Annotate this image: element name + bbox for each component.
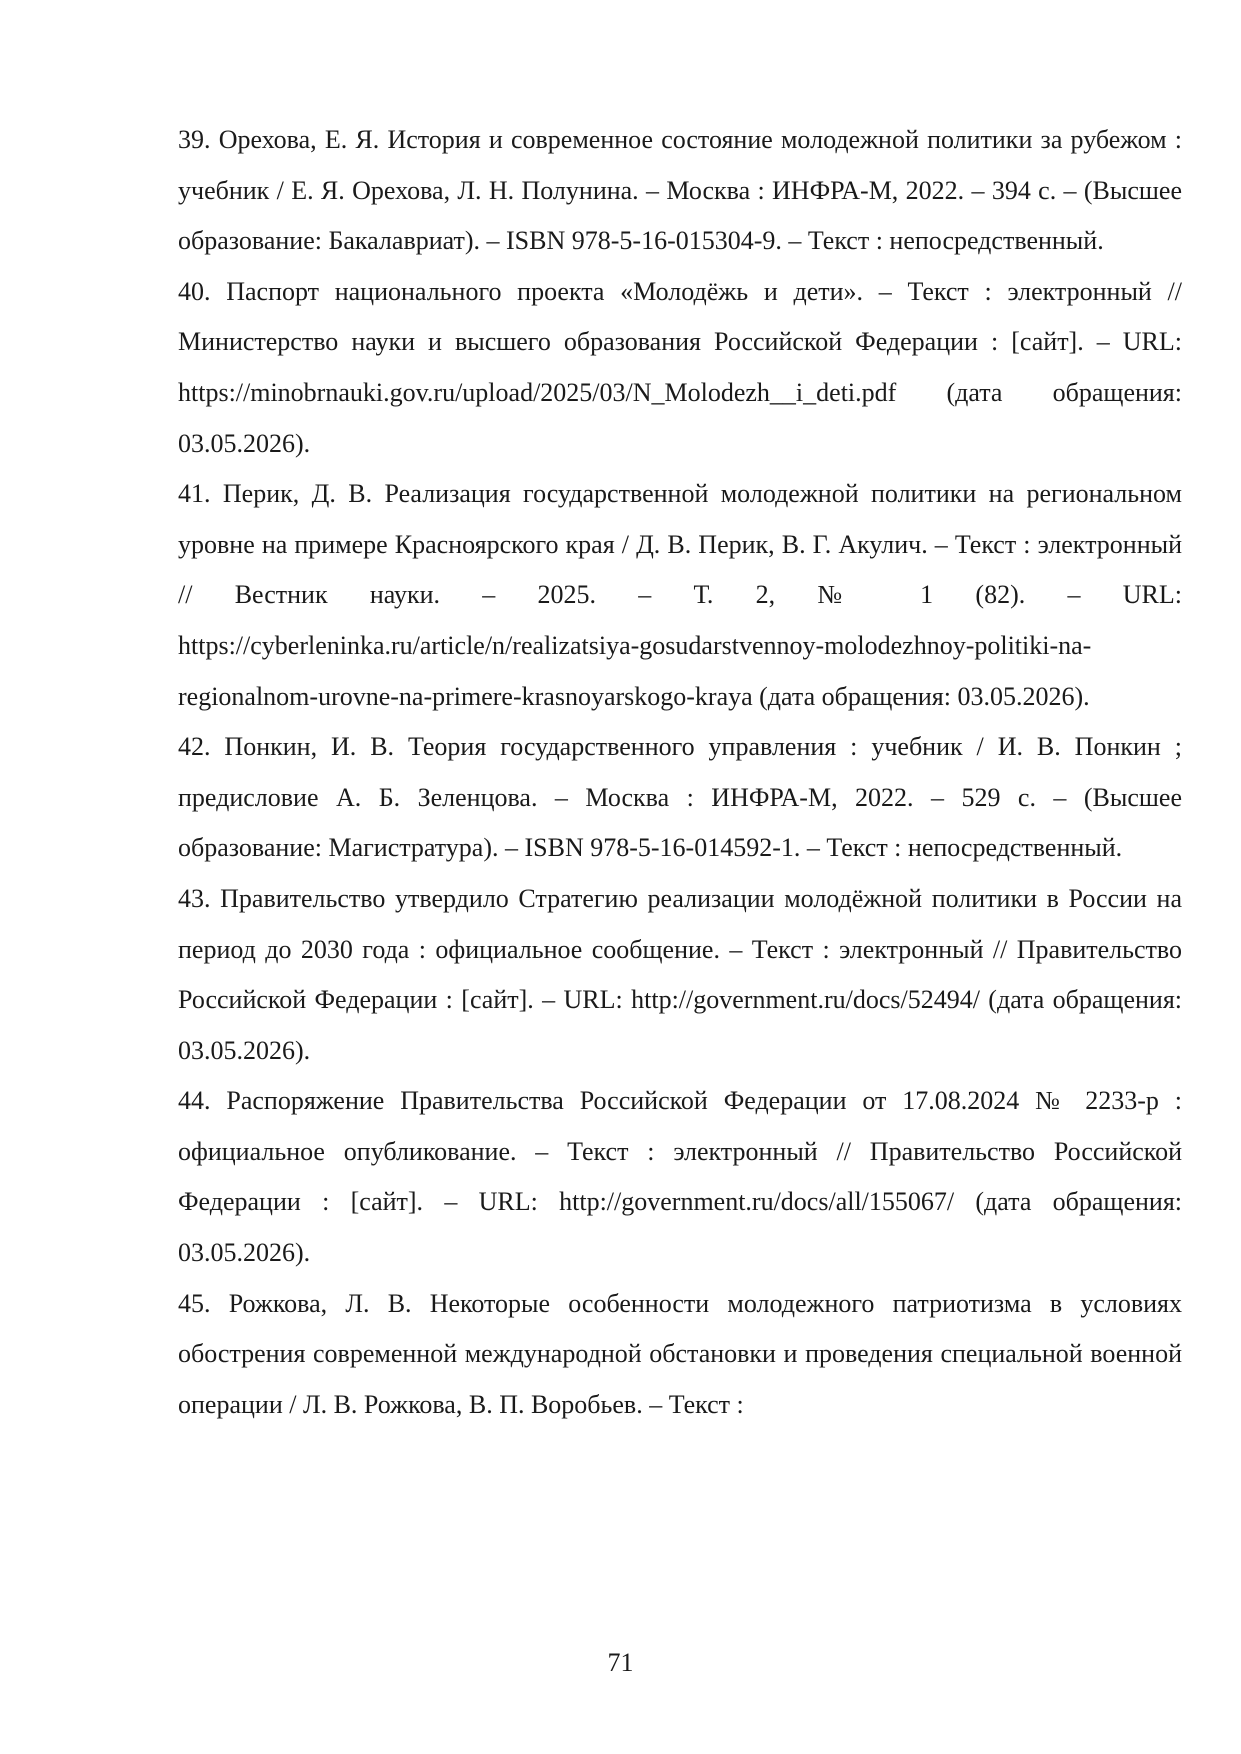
bibliography-entry-42: 42. Понкин, И. В. Теория государственного управления : учебник / И. В. Понкин ; предисловие А. Б. Зеленцова. – Москва : ИНФРА-М, 2022. – 529 с. – (Высшее образование: Магистратура). – ISBN 978-5-16-014592-1. – Текст : непосредственный.: [178, 732, 1182, 863]
bibliography-entry-40: 40. Паспорт национального проекта «Молодёжь и дети». – Текст : электронный // Министерство науки и высшего образования Российской Федерации : [сайт]. – URL: https://minobrnauki.gov.ru/upload/2025/03/N_Molodezh__i_deti.pdf (дата обращения: 03.05.2026).: [178, 276, 1182, 458]
page-number: 71: [607, 1648, 634, 1677]
bibliography-entry-44: 44. Распоряжение Правительства Российской Федерации от 17.08.2024 № 2233-р : официальное опубликование. – Текст : электронный // Правительство Российской Федерации : [сайт]. – URL: http://government.ru/docs/all/155067/ (дата обращения: 03.05.2026).: [178, 1086, 1182, 1268]
bibliography-entry-41: 41. Перик, Д. В. Реализация государственной молодежной политики на региональном уровне на примере Красноярского края / Д. В. Перик, В. Г. Акулич. – Текст : электронный // Вестник науки. – 2025. – Т. 2, № 1 (82). – URL: https://cyberleninka.ru/article/n/realizatsiya-gosudarstvennoy-molodezhnoy-politiki-na-regionalnom-urovne-na-primere-krasnoyarskogo-kraya (дата обращения: 03.05.2026).: [178, 479, 1182, 711]
bibliography-list: [178, 115, 1182, 1430]
bibliography-entry-39: 39. Орехова, Е. Я. История и современное состояние молодежной политики за рубежом : учебник / Е. Я. Орехова, Л. Н. Полунина. – Москва : ИНФРА-М, 2022. – 394 с. – (Высшее образование: Бакалавриат). – ISBN 978-5-16-015304-9. – Текст : непосредственный.: [178, 125, 1182, 256]
bibliography-entry-45: 45. Рожкова, Л. В. Некоторые особенности молодежного патриотизма в условиях обострения современной международной обстановки и проведения специальной военной операции / Л. В. Рожкова, В. П. Воробьев. – Текст :: [178, 1288, 1182, 1419]
bibliography-entry-43: 43. Правительство утвердило Стратегию реализации молодёжной политики в России на период до 2030 года : официальное сообщение. – Текст : электронный // Правительство Российской Федерации : [сайт]. – URL: http://government.ru/docs/52494/ (дата обращения: 03.05.2026).: [178, 883, 1182, 1065]
